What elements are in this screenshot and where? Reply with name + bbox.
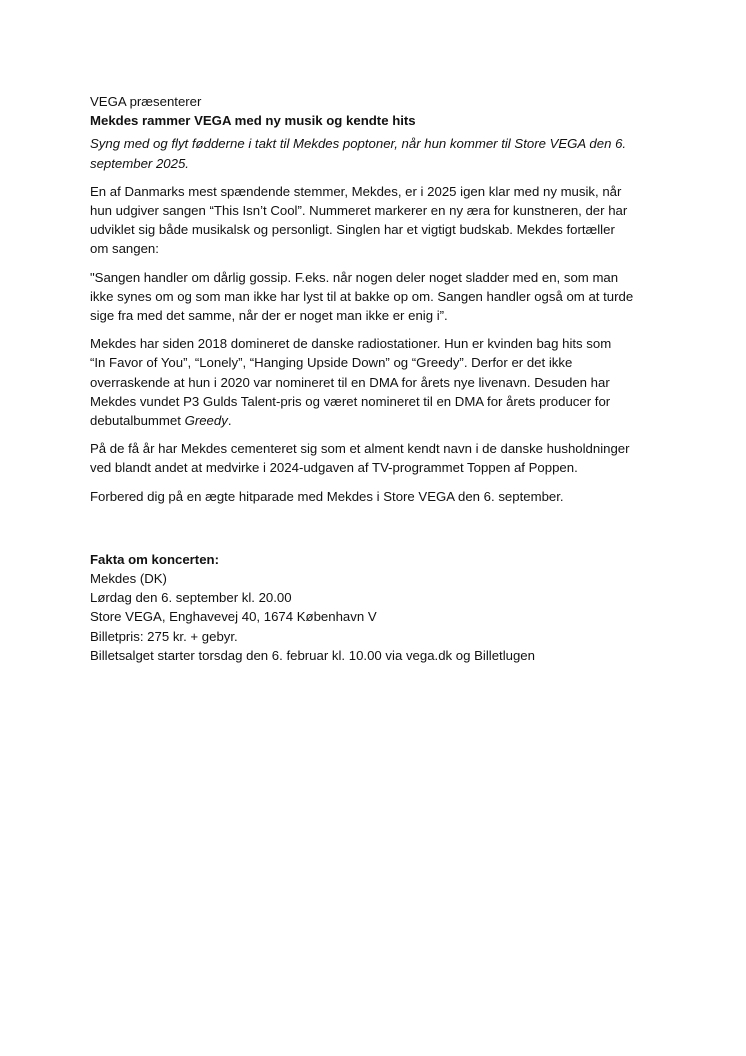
facts-item: Billetsalget starter torsdag den 6. februar kl. 10.00 via vega.dk og Billetlugen [90,647,535,663]
paragraph-line: “In Favor of You”, “Lonely”, “Hanging Upside Down” og “Greedy”. Derfor er det ikke [90,355,573,371]
facts-item: Billetpris: 275 kr. + gebyr. [90,628,238,644]
body-paragraph-3 [90,334,670,430]
paragraph-line: overraskende at hun i 2020 var nomineret til en DMA for årets nye livenavn. Desuden har [90,374,610,390]
spacer [90,515,670,550]
paragraph-line: Mekdes vundet P3 Gulds Talent-pris og været nomineret til en DMA for årets producer for [90,393,611,409]
body-paragraph-4 [90,439,670,477]
text-segment: . [227,413,232,429]
quote-line: "Sangen handler om dårlig gossip. F.eks. når nogen deler noget sladder med en, som man [90,269,619,285]
document-page [90,92,670,665]
body-paragraph-1 [90,182,670,259]
paragraph-line: ved blandt andet at medvirke i 2024-udgaven af TV-programmet Toppen af Poppen. [90,460,578,476]
facts-section [90,550,670,665]
lead-line: Syng med og flyt fødderne i takt til Mekdes poptoner, når hun kommer til Store VEGA den 6. [90,136,627,152]
facts-item: Store VEGA, Enghavevej 40, 1674 København V [90,609,377,625]
paragraph-line: hun udgiver sangen “This Isn’t Cool”. Nummeret markerer en ny æra for kunstneren, der har [90,203,628,219]
quote-line: ikke synes om og som man ikke har lyst til at bakke op om. Sangen handler også om at turde [90,288,634,304]
facts-item: Lørdag den 6. september kl. 20.00 [90,590,292,606]
paragraph-line: En af Danmarks mest spændende stemmer, Mekdes, er i 2025 igen klar med ny musik, når [90,183,622,199]
quote-paragraph [90,268,670,326]
album-title: Greedy [184,413,228,429]
lead-paragraph [90,134,670,172]
facts-title: Fakta om koncerten: [90,551,219,567]
facts-item: Mekdes (DK) [90,571,167,587]
headline: Mekdes rammer VEGA med ny musik og kendte hits [90,113,416,129]
paragraph-line-last [90,411,670,430]
paragraph-line: om sangen: [90,241,159,257]
body-paragraph-5 [90,487,670,506]
paragraph-line: På de få år har Mekdes cementeret sig som et alment kendt navn i de danske husholdninger [90,441,630,457]
lead-line: september 2025. [90,155,189,171]
quote-line: sige fra med det samme, når der er noget man ikke er enig i”. [90,308,448,324]
intro-label: VEGA præsenterer [90,94,202,109]
text-segment: debutalbummet [90,413,185,429]
paragraph-line: Mekdes har siden 2018 domineret de danske radiostationer. Hun er kvinden bag hits som [90,336,612,352]
paragraph-line: udviklet sig både musikalsk og personligt. Singlen har et vigtigt budskab. Mekdes fortæller [90,222,615,238]
paragraph-line: Forbered dig på en ægte hitparade med Mekdes i Store VEGA den 6. september. [90,488,564,504]
